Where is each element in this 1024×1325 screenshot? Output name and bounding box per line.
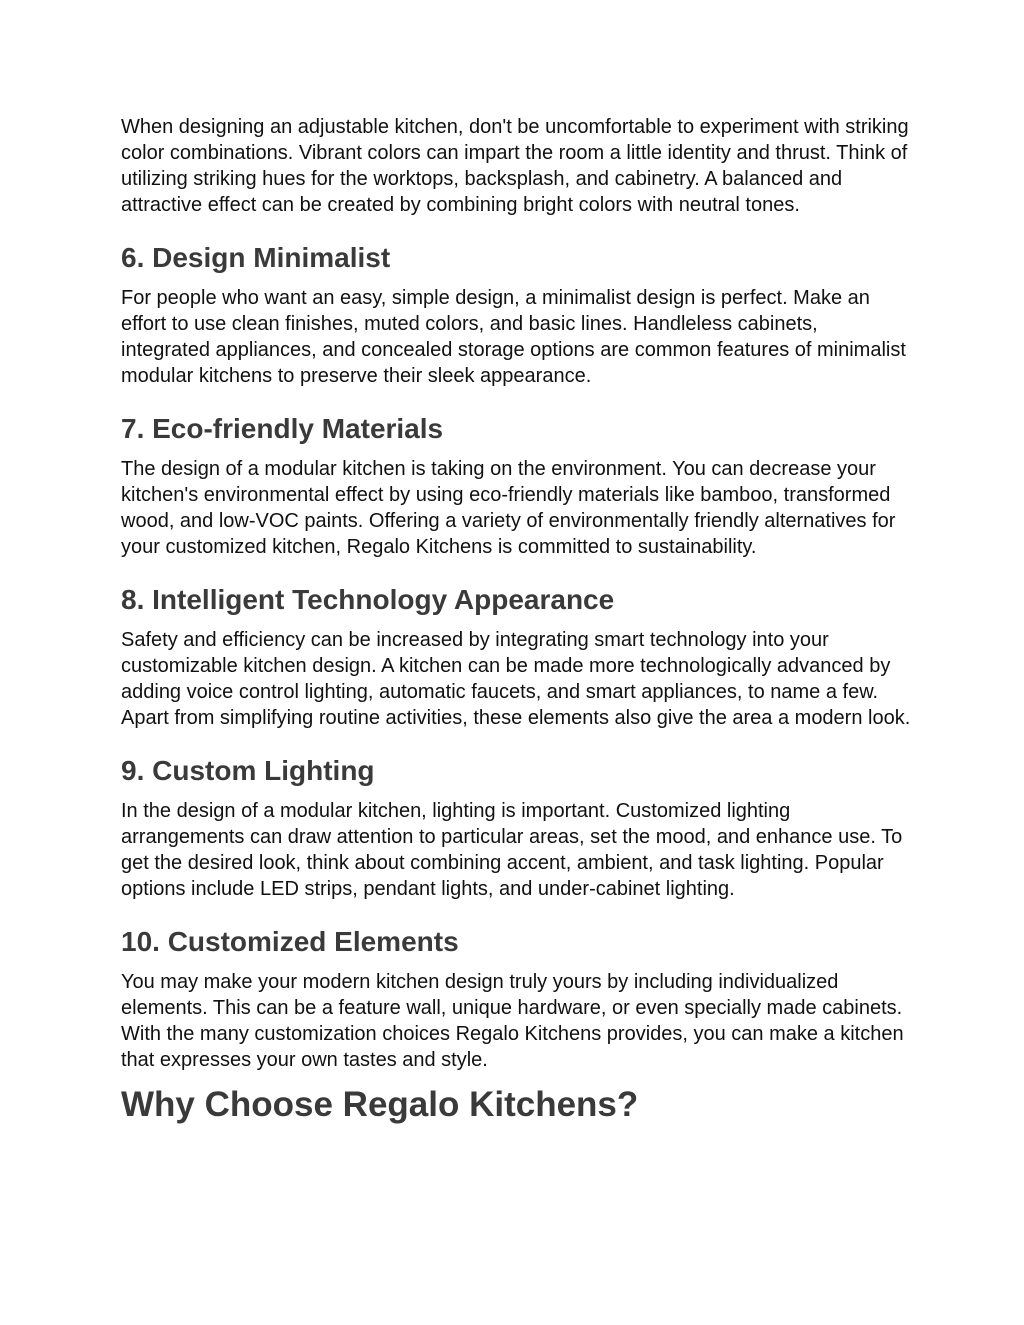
section-paragraph-custom-lighting: In the design of a modular kitchen, lighting is important. Customized lighting arrangements can draw attention to particular areas, set the mood, and enhance use. To get the desired look, think about combining accent, ambient, and task lighting. Popular options include LED strips, pendant lights, and under-cabinet lighting. xyxy=(121,800,903,900)
section-heading-customized-elements: 10. Customized Elements xyxy=(121,926,459,957)
section-heading-custom-lighting: 9. Custom Lighting xyxy=(121,755,375,786)
section-paragraph-intelligent-technology: Safety and efficiency can be increased by integrating smart technology into your customizable kitchen design. A kitchen can be made more technologically advanced by adding voice control lighting, automatic faucets, and smart appliances, to name a few. Apart from simplifying routine activities, these elements also give the area a modern look. xyxy=(121,629,911,729)
section-heading-intelligent-technology: 8. Intelligent Technology Appearance xyxy=(121,584,615,615)
section-paragraph-eco-friendly-materials: The design of a modular kitchen is taking on the environment. You can decrease your kitchen's environmental effect by using eco-friendly materials like bamboo, transformed wood, and low-VOC paints. Offering a variety of environmentally friendly alternatives for your customized kitchen, Regalo Kitchens is committed to sustainability. xyxy=(121,458,896,558)
section-paragraph-customized-elements: You may make your modern kitchen design truly yours by including individualized elements. This can be a feature wall, unique hardware, or even specially made cabinets. With the many customization choices Regalo Kitchens provides, you can make a kitchen that expresses your own tastes and style. xyxy=(121,971,904,1071)
section-paragraph-design-minimalist: For people who want an easy, simple design, a minimalist design is perfect. Make an effort to use clean finishes, muted colors, and basic lines. Handleless cabinets, integrated appliances, and concealed storage options are common features of minimalist modular kitchens to preserve their sleek appearance. xyxy=(121,287,906,387)
section-heading-design-minimalist: 6. Design Minimalist xyxy=(121,242,391,273)
closing-heading-why-choose: Why Choose Regalo Kitchens? xyxy=(121,1085,639,1124)
section-heading-eco-friendly-materials: 7. Eco-friendly Materials xyxy=(121,413,444,444)
intro-paragraph: When designing an adjustable kitchen, don't be uncomfortable to experiment with striking color combinations. Vibrant colors can impart the room a little identity and thrust. Think of utilizing striking hues for the worktops, backsplash, and cabinetry. A balanced and attractive effect can be created by combining bright colors with neutral tones. xyxy=(121,116,909,216)
